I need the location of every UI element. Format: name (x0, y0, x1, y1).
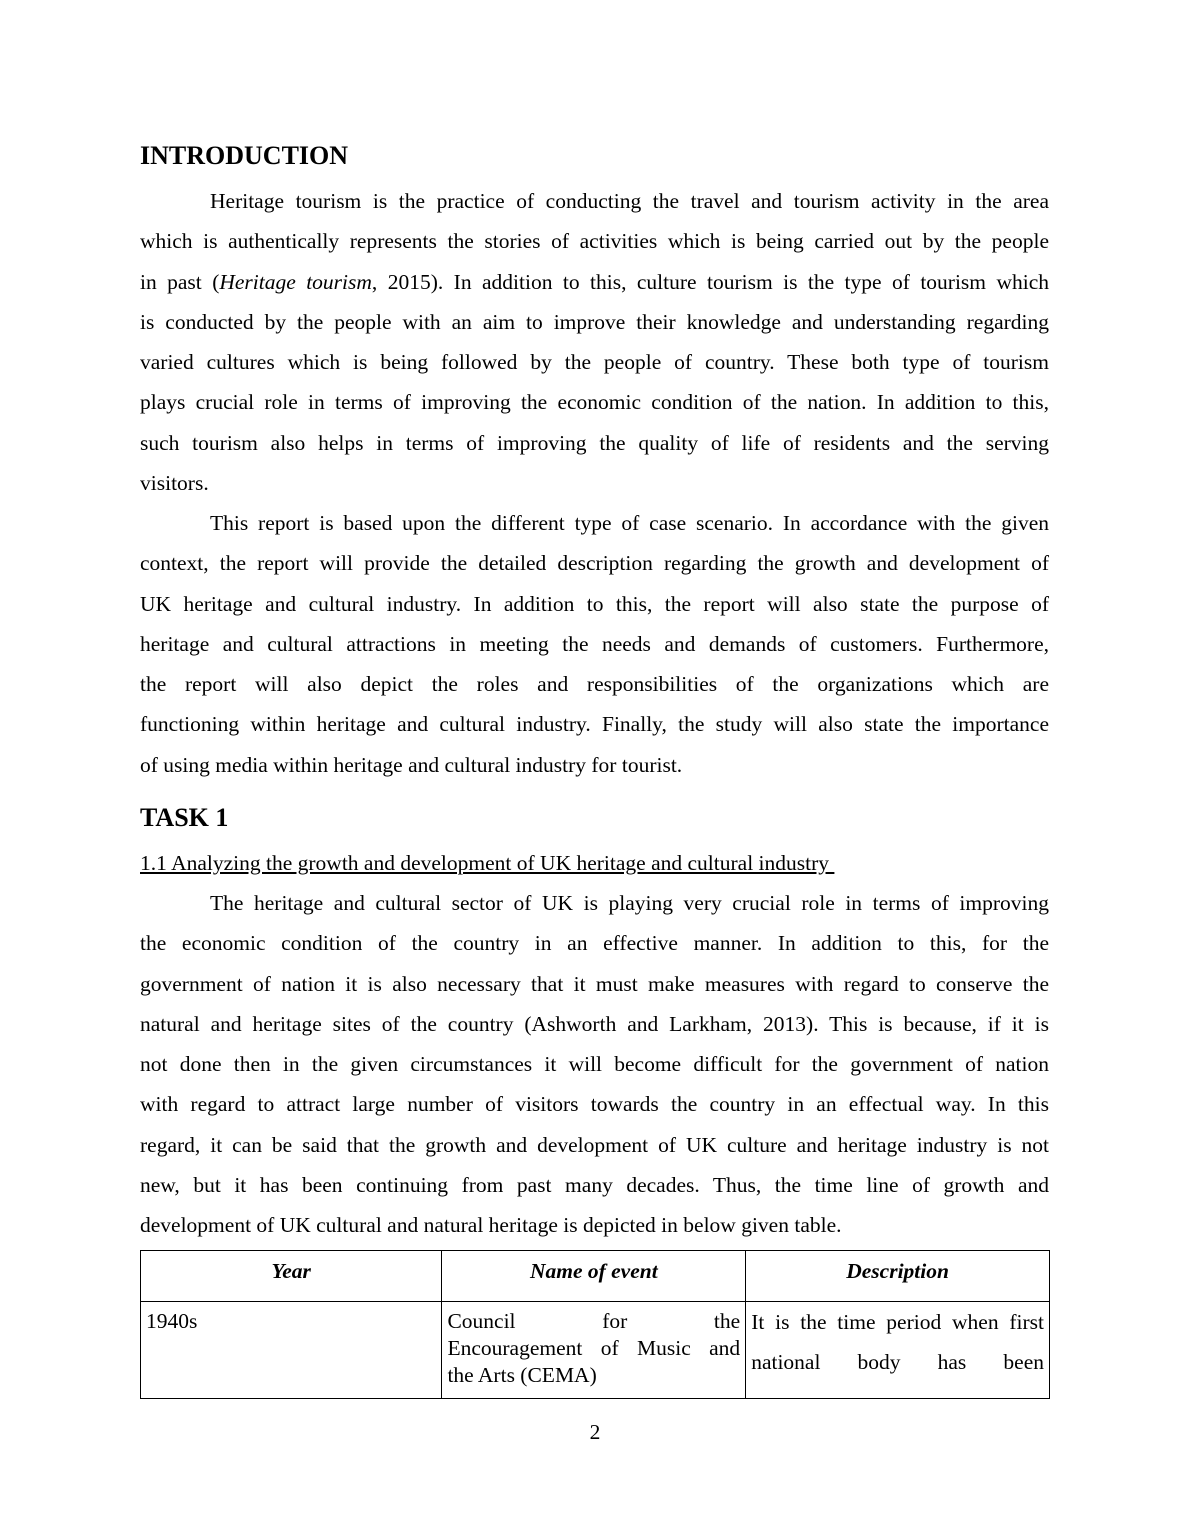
text-line: such tourism also helps in terms of improving the quality of life of residents and the serving (140, 430, 1049, 455)
cell-event (442, 1302, 746, 1399)
intro-paragraph-1 (140, 181, 1049, 503)
text-line: is conducted by the people with an aim to improve their knowledge and understanding regarding (140, 309, 1049, 334)
page-number: 2 (589, 1420, 601, 1444)
cell-line: national body has been (751, 1350, 1044, 1374)
cell-line: the Arts (CEMA) (447, 1363, 597, 1387)
text-line: context, the report will provide the detailed description regarding the growth and development of (140, 551, 1049, 576)
text-line: visitors. (140, 470, 209, 495)
text-line: government of nation it is also necessary that it must make measures with regard to conserve the (140, 971, 1049, 996)
cell-description (746, 1302, 1050, 1399)
cell-line: Encouragement of Music and (447, 1336, 741, 1360)
citation-italic: Heritage tourism (219, 269, 372, 294)
text-line: natural and heritage sites of the country (Ashworth and Larkham, 2013). This is because, if it is (140, 1011, 1049, 1036)
cell-line: It is the time period when first (751, 1310, 1044, 1334)
text-line: of using media within heritage and cultural industry for tourist. (140, 752, 683, 777)
text-line: varied cultures which is being followed by the people of country. These both type of tourism (140, 350, 1049, 374)
task1-paragraph-1 (140, 883, 1049, 1245)
text-line: regard, it can be said that the growth and development of UK culture and heritage industry is not (140, 1132, 1049, 1157)
cell-year: 1940s (141, 1302, 442, 1399)
text-line: functioning within heritage and cultural industry. Finally, the study will also state the importance (140, 712, 1049, 737)
intro-paragraph-2 (140, 503, 1049, 785)
text-line: heritage and cultural attractions in meeting the needs and demands of customers. Furthermore, (140, 631, 1049, 656)
introduction-heading: INTRODUCTION (140, 141, 349, 170)
task1-heading: TASK 1 (140, 803, 229, 832)
text-line: new, but it has been continuing from past many decades. Thus, the time line of growth and (140, 1172, 1049, 1197)
text-line: The heritage and cultural sector of UK is playing very crucial role in terms of improving (210, 891, 1049, 915)
text-line: Heritage tourism is the practice of conducting the travel and tourism activity in the area (210, 189, 1049, 213)
text-line: with regard to attract large number of visitors towards the country in an effectual way. In this (140, 1092, 1049, 1117)
text-line: UK heritage and cultural industry. In addition to this, the report will also state the purpose of (140, 591, 1049, 616)
header-year: Year (141, 1251, 442, 1302)
text-line: the report will also depict the roles and responsibilities of the organizations which are (140, 672, 1049, 696)
cell-line: Council for the (447, 1309, 741, 1333)
text-line: This report is based upon the different type of case scenario. In accordance with the given (210, 511, 1049, 535)
header-name-of-event: Name of event (442, 1251, 746, 1302)
table-header-row (141, 1251, 1050, 1302)
heritage-timeline-table (140, 1250, 1050, 1399)
header-description: Description (746, 1251, 1050, 1302)
text-line: in past (Heritage tourism, 2015). In addition to this, culture tourism is the type of tourism which (140, 269, 1049, 294)
text-line: development of UK cultural and natural heritage is depicted in below given table. (140, 1213, 842, 1237)
text-line: which is authentically represents the stories of activities which is being carried out by the people (140, 229, 1049, 254)
text-line: not done then in the given circumstances it will become difficult for the government of nation (140, 1052, 1049, 1076)
text-line: plays crucial role in terms of improving the economic condition of the nation. In addition to this, (140, 390, 1049, 415)
section-subheading: 1.1 Analyzing the growth and development of UK heritage and cultural industry (140, 851, 835, 875)
text-line: the economic condition of the country in an effective manner. In addition to this, for the (140, 931, 1049, 956)
table-row (141, 1302, 1050, 1399)
